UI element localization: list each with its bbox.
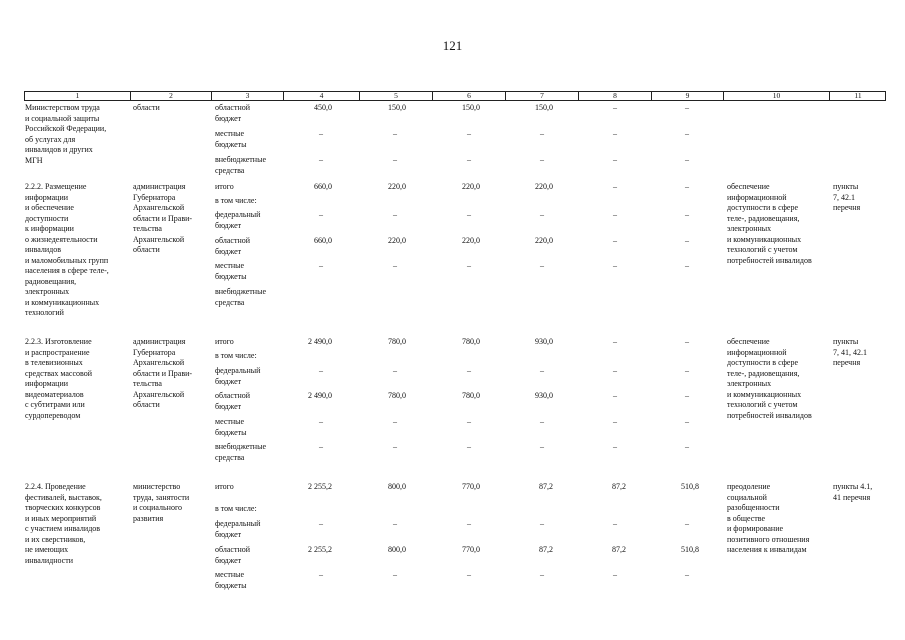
executor: администрация Губернатора Архангельской области и Прави- тельства Архангельской области xyxy=(133,337,193,409)
value-year: – xyxy=(685,236,689,245)
event-description: Министерством труда и социальной защиты Российской Федерации, об услугах для инвалидов и других МГН xyxy=(25,103,107,165)
value-year: – xyxy=(685,519,689,528)
expected-result: обеспечение информационной доступности в сфере теле-, радиовещания, электронных и коммуникационных технологий с учетом потребностей инвалидов xyxy=(727,182,812,265)
funding-source: внебюджетные средства xyxy=(215,442,266,462)
header-cell: 5 xyxy=(360,92,433,100)
value-year: 780,0 xyxy=(388,337,406,346)
value-year: – xyxy=(393,261,397,270)
value-total: – xyxy=(319,417,323,426)
value-year: – xyxy=(613,129,617,138)
value-year: – xyxy=(613,417,617,426)
value-total: – xyxy=(319,366,323,375)
funding-source: федеральный бюджет xyxy=(215,366,261,386)
header-cell: 8 xyxy=(579,92,652,100)
event-description: 2.2.4. Проведение фестивалей, выставок, творческих конкурсов и иных мероприятий с участием инвалидов и их сверстников, не имеющих инвалидности xyxy=(25,482,102,565)
reference-items: пункты 7, 42.1 перечня xyxy=(833,182,861,212)
funding-source: внебюджетные средства xyxy=(215,155,266,175)
value-year: – xyxy=(540,155,544,164)
value-year: – xyxy=(393,417,397,426)
value-year: – xyxy=(685,391,689,400)
funding-source: областной бюджет xyxy=(215,103,251,123)
value-year: – xyxy=(540,519,544,528)
value-year: – xyxy=(467,570,471,579)
value-total: – xyxy=(319,442,323,451)
executor: области xyxy=(133,103,160,112)
value-year: 220,0 xyxy=(388,182,406,191)
value-year: 510,8 xyxy=(681,545,699,554)
value-total: – xyxy=(319,570,323,579)
value-year: 780,0 xyxy=(388,391,406,400)
value-year: – xyxy=(613,366,617,375)
value-year: – xyxy=(613,155,617,164)
value-total: 660,0 xyxy=(314,182,332,191)
header-cell: 3 xyxy=(212,92,284,100)
value-year: – xyxy=(685,129,689,138)
executor: администрация Губернатора Архангельской области и Прави- тельства Архангельской области xyxy=(133,182,193,254)
value-total: 2 490,0 xyxy=(308,391,332,400)
reference-items: пункты 7, 41, 42.1 перечня xyxy=(833,337,867,367)
reference-items: пункты 4.1, 41 перечня xyxy=(833,482,873,502)
value-year: – xyxy=(685,337,689,346)
value-year: – xyxy=(467,261,471,270)
event-description: 2.2.3. Изготовление и распространение в телевизионных средствах массовой информации видеоматериалов с субтитрами или сурдопереводом xyxy=(25,337,92,420)
value-year: – xyxy=(540,129,544,138)
value-year: – xyxy=(393,366,397,375)
funding-source: в том числе: xyxy=(215,504,257,513)
value-year: 150,0 xyxy=(462,103,480,112)
value-year: – xyxy=(467,155,471,164)
table-header-row xyxy=(24,91,886,101)
funding-source: федеральный бюджет xyxy=(215,519,261,539)
funding-source: местные бюджеты xyxy=(215,570,247,590)
value-year: – xyxy=(685,155,689,164)
funding-source: в том числе: xyxy=(215,351,257,360)
value-year: 87,2 xyxy=(539,482,553,491)
value-year: – xyxy=(613,570,617,579)
value-year: – xyxy=(467,366,471,375)
value-year: 220,0 xyxy=(535,236,553,245)
value-year: 150,0 xyxy=(388,103,406,112)
value-year: – xyxy=(540,210,544,219)
value-year: – xyxy=(540,570,544,579)
value-year: – xyxy=(393,129,397,138)
funding-source: итого xyxy=(215,337,234,346)
value-year: 780,0 xyxy=(462,337,480,346)
value-year: 220,0 xyxy=(462,236,480,245)
value-year: 800,0 xyxy=(388,545,406,554)
value-year: – xyxy=(613,519,617,528)
header-cell: 10 xyxy=(724,92,830,100)
value-year: 930,0 xyxy=(535,337,553,346)
value-year: 800,0 xyxy=(388,482,406,491)
funding-source: местные бюджеты xyxy=(215,417,247,437)
funding-source: в том числе: xyxy=(215,196,257,205)
value-total: – xyxy=(319,129,323,138)
funding-source: местные бюджеты xyxy=(215,129,247,149)
funding-source: областной бюджет xyxy=(215,236,251,256)
value-year: – xyxy=(467,210,471,219)
value-total: – xyxy=(319,519,323,528)
funding-source: итого xyxy=(215,482,234,491)
value-year: 780,0 xyxy=(462,391,480,400)
value-year: 770,0 xyxy=(462,482,480,491)
header-cell: 7 xyxy=(506,92,579,100)
funding-source: областной бюджет xyxy=(215,545,251,565)
value-year: – xyxy=(393,442,397,451)
value-year: – xyxy=(685,261,689,270)
value-year: – xyxy=(613,337,617,346)
value-total: 2 255,2 xyxy=(308,545,332,554)
value-year: 220,0 xyxy=(388,236,406,245)
value-year: – xyxy=(613,261,617,270)
value-year: – xyxy=(613,103,617,112)
value-total: 2 490,0 xyxy=(308,337,332,346)
value-year: – xyxy=(685,417,689,426)
funding-source: областной бюджет xyxy=(215,391,251,411)
value-year: – xyxy=(613,182,617,191)
value-year: – xyxy=(540,417,544,426)
header-cell: 6 xyxy=(433,92,506,100)
value-year: – xyxy=(685,182,689,191)
value-year: – xyxy=(467,442,471,451)
value-year: – xyxy=(393,155,397,164)
value-year: – xyxy=(613,391,617,400)
value-total: – xyxy=(319,261,323,270)
value-year: 87,2 xyxy=(612,482,626,491)
header-cell: 1 xyxy=(25,92,131,100)
value-year: – xyxy=(467,417,471,426)
value-year: 220,0 xyxy=(462,182,480,191)
header-cell: 2 xyxy=(131,92,212,100)
value-year: – xyxy=(467,519,471,528)
value-year: 930,0 xyxy=(535,391,553,400)
value-year: – xyxy=(540,442,544,451)
expected-result: обеспечение информационной доступности в сфере теле-, радиовещания, электронных и коммуникационных технологий с учетом потребностей инвалидов xyxy=(727,337,812,420)
value-year: – xyxy=(685,210,689,219)
expected-result: преодоление социальной разобщенности в обществе и формирование позитивного отношения населения к инвалидам xyxy=(727,482,810,554)
executor: министерство труда, занятости и социального развития xyxy=(133,482,190,523)
value-year: 770,0 xyxy=(462,545,480,554)
value-year: – xyxy=(613,442,617,451)
value-year: – xyxy=(685,570,689,579)
value-year: 510,8 xyxy=(681,482,699,491)
value-year: – xyxy=(393,570,397,579)
value-year: 87,2 xyxy=(539,545,553,554)
value-year: 87,2 xyxy=(612,545,626,554)
value-year: – xyxy=(685,366,689,375)
value-year: – xyxy=(685,442,689,451)
value-year: 150,0 xyxy=(535,103,553,112)
value-year: – xyxy=(393,210,397,219)
value-year: – xyxy=(613,210,617,219)
value-year: – xyxy=(467,129,471,138)
funding-source: итого xyxy=(215,182,234,191)
value-year: – xyxy=(540,261,544,270)
page-number: 121 xyxy=(442,38,463,53)
header-cell: 9 xyxy=(652,92,724,100)
funding-source: внебюджетные средства xyxy=(215,287,266,307)
header-cell: 11 xyxy=(854,91,862,100)
value-year: – xyxy=(540,366,544,375)
header-cell: 4 xyxy=(284,92,360,100)
value-total: – xyxy=(319,210,323,219)
value-total: – xyxy=(319,155,323,164)
funding-source: местные бюджеты xyxy=(215,261,247,281)
value-year: – xyxy=(393,519,397,528)
value-total: 2 255,2 xyxy=(308,482,332,491)
value-year: 220,0 xyxy=(535,182,553,191)
value-total: 660,0 xyxy=(314,236,332,245)
event-description: 2.2.2. Размещение информации и обеспечение доступности к информации о жизнедеятельности инвалидов и маломобильных групп населения в сфере теле-, радиовещания, электронных и коммуникационных технологий xyxy=(25,182,109,317)
value-total: 450,0 xyxy=(314,103,332,112)
value-year: – xyxy=(685,103,689,112)
funding-source: федеральный бюджет xyxy=(215,210,261,230)
value-year: – xyxy=(613,236,617,245)
